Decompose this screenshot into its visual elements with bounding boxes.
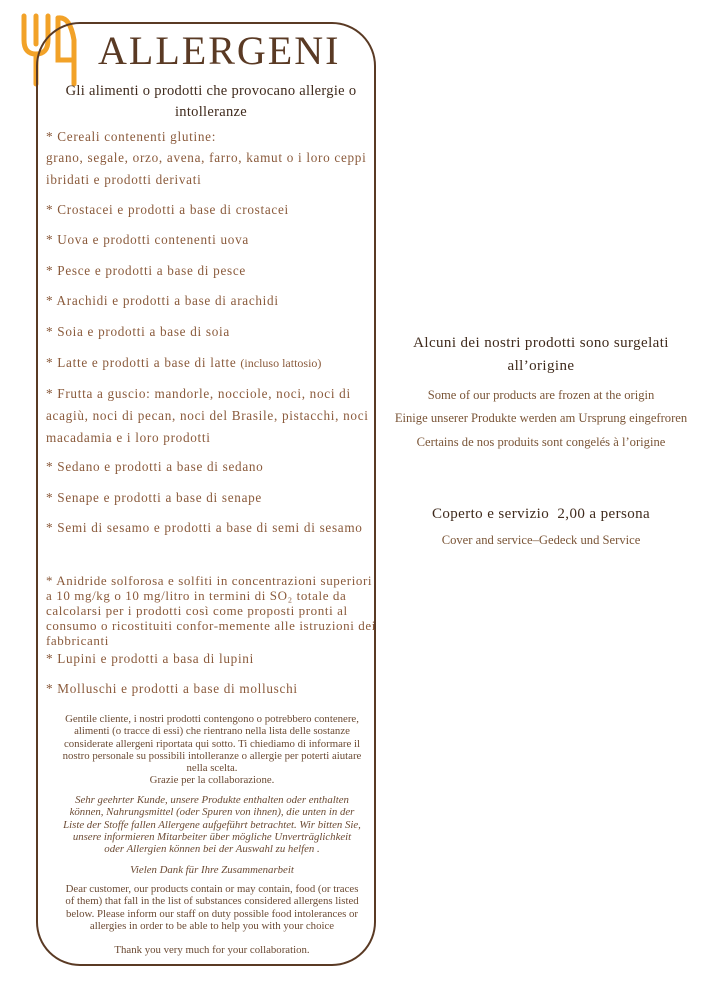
notice-italian-thanks: Grazie per la collaborazione. [149,774,275,786]
allergen-item: * Soia e prodotti a base di soia [46,324,230,339]
allergen-item: * Uova e prodotti contenenti uova [46,232,249,247]
allergen-item: * Frutta a guscio: mandorle, nocciole, noci, noci di acagiù, noci di pecan, noci del Brasile, pistacchi, noci macadamia e i loro prodotti [46,386,369,445]
allergen-item: * Sedano e prodotti a base di sedano [46,459,264,474]
frozen-en: Some of our products are frozen at the origin [427,388,655,402]
cover-charge-translation: Cover and service–Gedeck und Service [441,533,641,547]
frozen-fr: Certains de nos produits sont congelés à l’origine [416,434,666,449]
allergen-item: * Molluschi e prodotti a base di molluschi [46,681,298,696]
allergen-item: * Semi di sesamo e prodotti a base di semi di sesamo [46,520,363,535]
allergen-item: * Lupini e prodotti a basa di lupini [46,651,254,666]
allergen-item: * Pesce e prodotti a base di pesce [46,263,246,278]
allergen-item: * Senape e prodotti a base di senape [46,490,262,505]
allergen-item: * Cereali contenenti glutine: [46,129,217,144]
allergen-subtitle: Gli alimenti o prodotti che provocano allergie o intolleranze [65,83,357,120]
cover-charge: Coperto e servizio 2,00 a persona [431,506,651,522]
allergen-note: (incluso lattosio) [240,356,322,370]
frozen-translations [386,384,696,454]
allergen-item: * Latte e prodotti a base di latte (incluso lattosio) [46,355,322,370]
frozen-heading: Alcuni dei nostri prodotti sono surgelati all’origine [413,335,669,374]
notice-german: Sehr geehrter Kunde, unsere Produkte enthalten oder enthalten können, Nahrungsmittel (oder Spuren von ihnen), die unten in der Liste der Stoffe fallen Allergene aufgeführt betrachtet. Wir bitten Sie, unsere informieren Mitarbeiter über mögliche Unverträglichkeit oder Allergien können bei der Auswahl zu helfen . [63,794,361,856]
allergen-item: * Arachidi e prodotti a base di arachidi [46,293,279,308]
notice-italian: Gentile cliente, i nostri prodotti contengono o potrebbero contenere, alimenti (o tracce di essi) che rientrano nella lista delle sostanze considerate allergeni riportata qui sotto. Ti chiediamo di informare il nostro personale su possibili intolleranze o allergie per poterti aiutare nella scelta. [62,713,362,775]
allergen-item: * Crostacei e prodotti a base di crostacei [46,202,289,217]
notice-english-thanks: Thank you very much for your collaboration. [114,944,310,956]
page-title: ALLERGENI [98,28,341,73]
frozen-de: Einige unserer Produkte werden am Ursprung eingefroren [394,411,688,426]
notice-german-thanks: Vielen Dank für Ihre Zusammenarbeit [130,864,294,876]
notice-english: Dear customer, our products contain or may contain, food (or traces of them) that fall in the list of substances considered allergens listed below. Please inform our staff on duty possible food intolerances or allergies in order to be able to help you with your choice [65,883,359,932]
allergen-item: grano, segale, orzo, avena, farro, kamut o i loro ceppi ibridati e prodotti derivati [46,150,367,187]
allergen-item: * Anidride solforosa e solfiti in concentrazioni superiori a 10 mg/kg o 10 mg/litro in termini di SO₂ totale da calcolarsi per i prodotti così come proposti pronti al consumo o ricostituiti confor-memente alle istruzioni dei fabbricanti [46,573,376,648]
